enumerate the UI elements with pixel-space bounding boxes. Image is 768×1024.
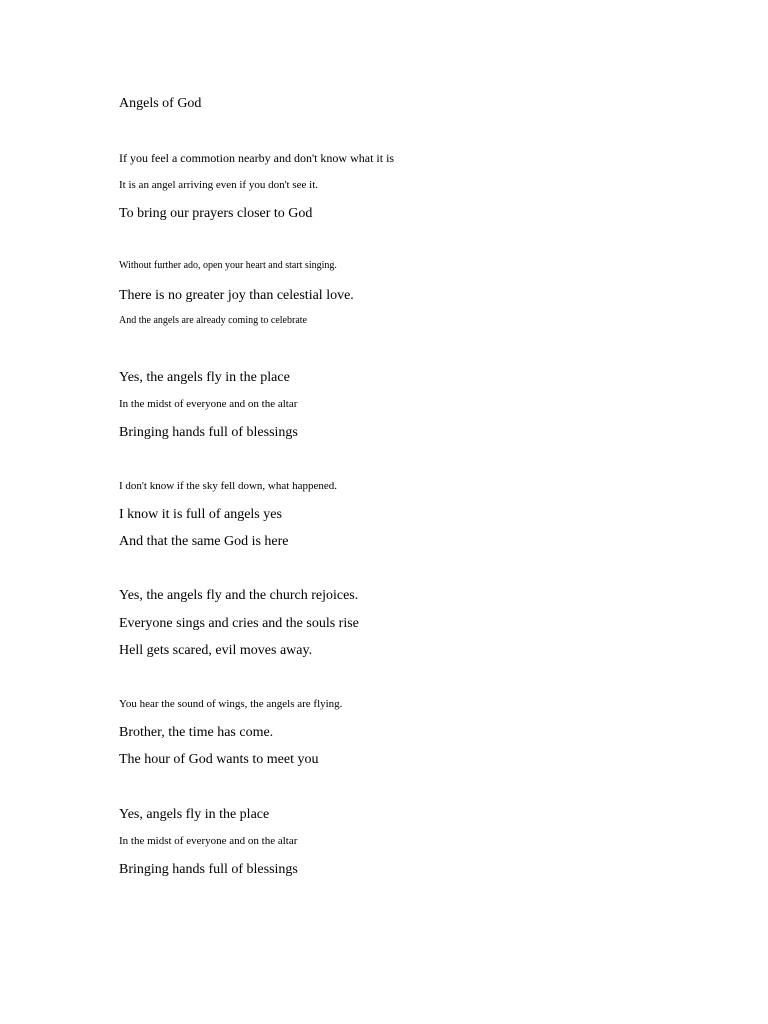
text-line: It is an angel arriving even if you don't see it. bbox=[119, 179, 319, 191]
text-line: If you feel a commotion nearby and don't know what it is bbox=[119, 151, 395, 165]
text-line: To bring our prayers closer to God bbox=[119, 206, 313, 221]
text-line: Bringing hands full of blessings bbox=[119, 425, 298, 440]
text-line: Bringing hands full of blessings bbox=[119, 862, 298, 877]
text-line: Yes, angels fly in the place bbox=[119, 807, 270, 822]
text-line: The hour of God wants to meet you bbox=[119, 752, 319, 767]
text-line: And the angels are already coming to celebrate bbox=[119, 315, 307, 326]
text-line: In the midst of everyone and on the altar bbox=[119, 835, 298, 847]
text-line: Without further ado, open your heart and start singing. bbox=[119, 260, 337, 271]
text-line: Yes, the angels fly and the church rejoices. bbox=[119, 588, 359, 603]
text-line: In the midst of everyone and on the altar bbox=[119, 398, 298, 410]
text-line: Everyone sings and cries and the souls rise bbox=[119, 616, 359, 631]
text-line: And that the same God is here bbox=[119, 534, 289, 549]
document-title: Angels of God bbox=[119, 96, 202, 111]
text-line: I don't know if the sky fell down, what happened. bbox=[119, 480, 337, 492]
text-line: I know it is full of angels yes bbox=[119, 507, 282, 522]
text-line: Brother, the time has come. bbox=[119, 725, 274, 740]
text-line: You hear the sound of wings, the angels are flying. bbox=[119, 698, 343, 710]
text-line: Yes, the angels fly in the place bbox=[119, 370, 290, 385]
text-line: Hell gets scared, evil moves away. bbox=[119, 643, 313, 658]
text-line: There is no greater joy than celestial love. bbox=[119, 288, 354, 303]
